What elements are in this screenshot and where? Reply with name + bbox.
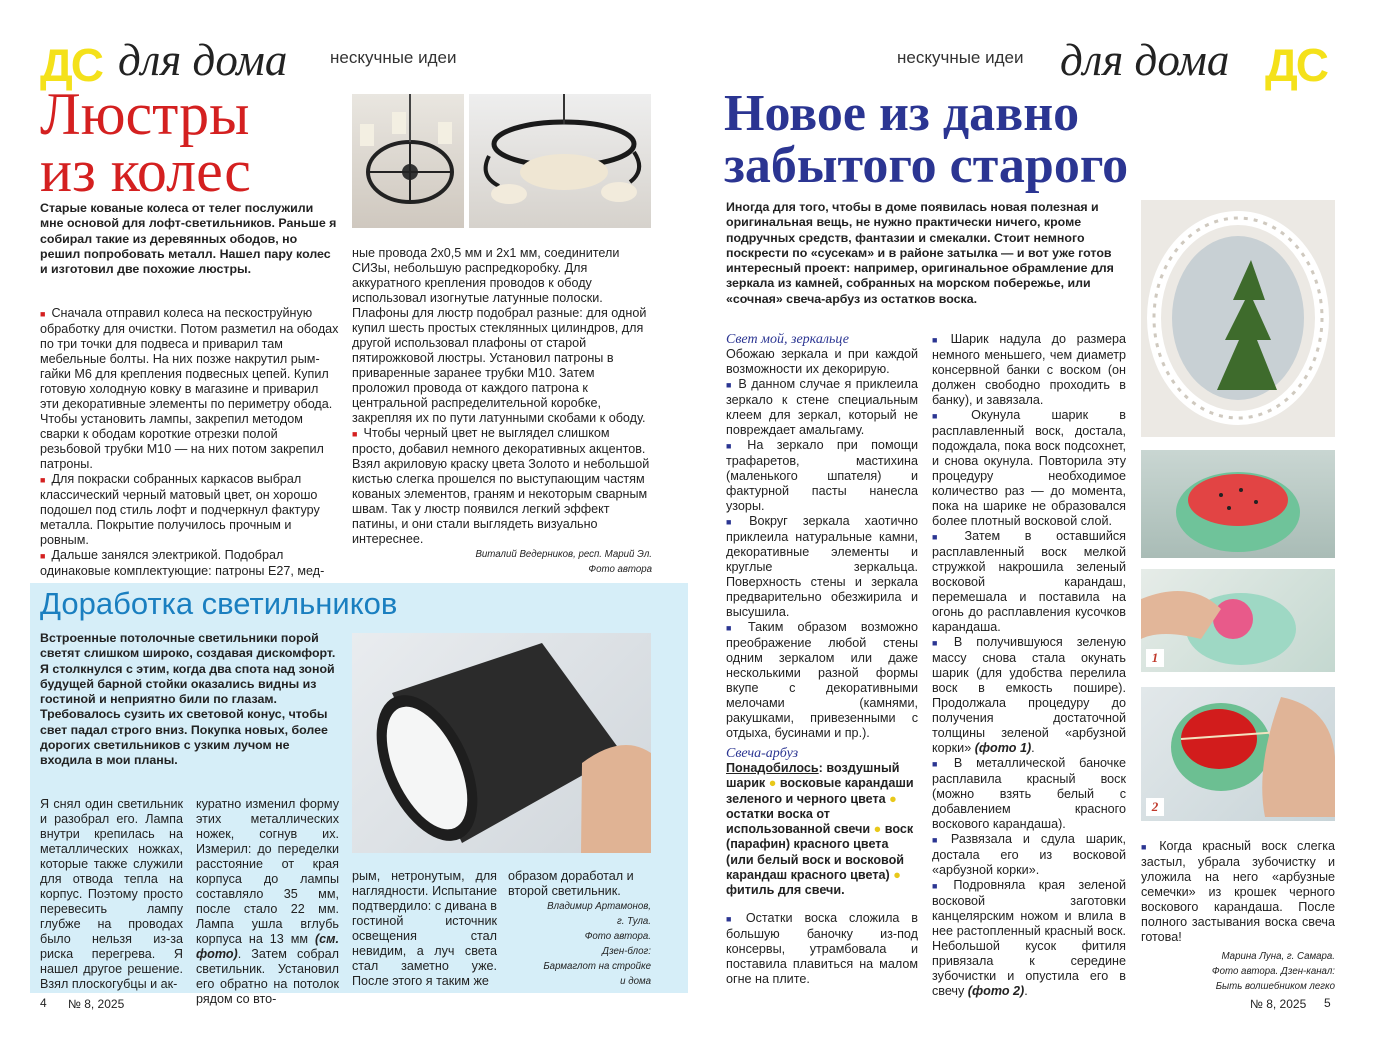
candle-s6: ■ Развязала и сдула шарик, достала его из восковой «арбузной корки».: [932, 832, 1126, 877]
article2-lead: Встроенные потолочные светильники порой светят слишком широко, создавая дискомфорт. Я столкнулся с этим, когда два спота над зоной будущей барной стойки оказались видны из гостиной и неприятно били по глазам. Требовалось сузить их световой конус, чтобы свет падал строго вниз. Покупка новых, более дорогих светильников с узким лучом не входила в мои планы.: [40, 631, 336, 768]
left-subrubric: нескучные идеи: [330, 48, 457, 67]
mirror-p3: ■ Вокруг зеркала хаотично приклеила натуральные камни, декоративные элементы и круглые зеркальца. Поверхность стены и зеркала предварительно обезжирила и высушила.: [726, 514, 918, 619]
article2-sig5: Бармаглот на стройке: [543, 961, 651, 972]
article1-col1: [40, 306, 340, 579]
article1-p1: ■ Сначала отправил колеса на пескоструйную обработку для очистки. Потом разметил на ободах по три точки для подвеса и приварил там мебельные болты. На них позже накрутил рым-гайки М6 для крепления подвесных цепей. Купил готовую холодную ковку в магазине и приварил эти декоративные элементы по периметру обода. Чтобы установить лампы, закрепил методом сварки к ободам короткие отрезки полой резьбовой трубки М10 — на них потом закрепил патроны.: [40, 306, 339, 471]
article1-lead: Старые кованые колеса от телег послужили мне основой для лофт-светильников. Раньше я собирал такие из деревянных ободов, но решил попробовать металл. Нашел пару колес и изготовил две похожие люстры.: [40, 201, 337, 277]
right-subrubric: нескучные идеи: [897, 48, 1024, 67]
article2-photo-ref: (см. фото): [196, 932, 339, 961]
photo-label-2: 2: [1146, 798, 1164, 816]
article2-col2: куратно изменил форму этих металлических ножек, согнув их. Измерил: до переделки расстояние от края корпуса до лампы составляло 35 мм, после стало 22 мм. Лампа ушла вглубь корпуса на 13 мм (см. фото). Затем собрал светильник. Установил его обратно на потолок рядом со вто-: [196, 797, 339, 1006]
article2-sig6: и дома: [620, 976, 651, 987]
article1-photo-credit: Фото автора: [588, 564, 652, 575]
chandelier-photo-1: [352, 94, 464, 228]
photo-label-1: 1: [1146, 649, 1164, 667]
right-logo: ДС: [1265, 39, 1327, 91]
left-logo: ДС: [40, 39, 102, 91]
article2-col1: Я снял один светильник и разобрал его. Лампа внутри крепилась на металлических ножках, которые также служили для отвода тепла на корпус. Поэтому просто перевесить лампу глубже на проводах было нельзя из-за риска перегрева. Я нашел другое решение. Взял плоскогубцы и ак-: [40, 797, 183, 991]
mirror-photo: [1141, 200, 1335, 437]
article2-sig2: г. Тула.: [616, 916, 651, 927]
article2-sig1: Владимир Артамонов,: [547, 901, 651, 912]
article1-p3: ■ Дальше занялся электрикой. Подобрал одинаковые комплектующие: патроны Е27, мед-: [40, 548, 325, 578]
article2-col4: [508, 869, 651, 989]
right-title-line2: забытого старого: [724, 137, 1129, 194]
article2-sig4: Дзен-блог:: [602, 946, 651, 957]
left-issue: № 8, 2025: [68, 997, 125, 1011]
candle-s3: ■ Затем в оставшийся расплавленный воск мелкой стружкой накрошила зеленый восковой карандаш, перемешала и поставила на огонь до расплавления кусочков карандаша.: [932, 529, 1126, 634]
article1-signature: Виталий Ведерников, респ. Марий Эл.: [475, 549, 652, 560]
right-title: [724, 85, 1129, 194]
mirror-intro: Обожаю зеркала и при каждой возможности их декорирую.: [726, 347, 918, 376]
article1-title: [40, 81, 251, 204]
lamp-photo: [352, 633, 651, 853]
candle-sig2: Фото автора. Дзен-канал:: [1211, 966, 1335, 977]
chandelier-photo-2: [469, 94, 651, 228]
article2-sig3: Фото автора.: [584, 931, 651, 942]
article1-title-line2: из колес: [40, 138, 251, 204]
mirror-heading: Свет мой, зеркальце: [726, 332, 849, 347]
candle-column: [726, 746, 918, 987]
candle-s1: ■ Шарик надула до размера немного меньшего, чем диаметр консервной банки с воском (он должен свободно проходить в банку), и завязала.: [932, 332, 1126, 407]
candle-s8: ■ Когда красный воск слегка застыл, убрала зубочистку и уложила на него «арбузные семечки» из крошек черного воскового карандаша. После полного застывания воска свеча готова!: [1141, 839, 1336, 944]
step1-photo: [1141, 569, 1335, 672]
mirror-p1: ■ В данном случае я приклеила зеркало к стене специальным клеем для зеркал, который не повреждает амальгаму.: [726, 377, 919, 437]
candle-s7: ■ Подровняла края зеленой восковой заготовки канцелярским ножом и влила в нее растопленный красный воск. Небольшой кусок фитиля привязала к середине зубочистки и опустила его в свечу (фото 2).: [932, 878, 1126, 998]
article1-p2: ■ Для покраски собранных каркасов выбрал классический черный матовый цвет, он хорошо подошел под стиль лофт и подчеркнул фактуру металла. Покрытие получилось прочным и ровным.: [40, 472, 320, 547]
left-page-number: 4: [40, 996, 47, 1010]
article2-title: Доработка светильников: [40, 586, 398, 621]
right-lead: Иногда для того, чтобы в доме появилась новая полезная и оригинальная вещь, не нужно практически ничего, кроме подручных средств, фантазии и смекалки. Стоит немного поскрести по «сусекам» и в районе затылка — и вот уже готов интересный проект: например, оригинальное обрамление для зеркала из камней, собранных на морском побережье, или «сочная» свеча-арбуз из остатков воска.: [726, 200, 1114, 306]
article1-col2: [352, 246, 652, 577]
right-issue: № 8, 2025: [1250, 997, 1307, 1011]
candle-sig1: Марина Луна, г. Самара.: [1221, 951, 1335, 962]
candle-final-column: [1141, 839, 1335, 994]
right-rubric: для дома: [1060, 35, 1230, 85]
left-rubric: для дома: [118, 35, 288, 85]
watermelon-candle-photo: [1141, 450, 1335, 558]
step2-photo: [1141, 687, 1335, 821]
candle-steps-column: [932, 332, 1126, 999]
right-title-line1: Новое из давно: [724, 85, 1080, 142]
article1-p4: ные провода 2х0,5 мм и 2х1 мм, соединители СИЗы, небольшую распредкоробку. Для аккуратного крепления проводов к ободу использовал изогнутые латунные полоски. Плафоны для люстр подобрал разные: для одной купил шесть простых стеклянных цилиндров, для другой использовал плафоны от старой пятирожковой люстры. Установил патроны в приваренные заранее трубки М10. Затем проложил провода от каждого патрона к центральной распределительной коробке, закрепляя их по пути латунными скобами к ободу.: [352, 246, 647, 425]
candle-s5: ■ В металлической баночке расплавила красный воск (можно взять белый с добавлением красного воскового карандаша).: [932, 756, 1126, 831]
mirror-p2: ■ На зеркало при помощи трафаретов, мастихина (маленького шпателя) и фактурной пасты нанесла узоры.: [726, 438, 918, 513]
article2-c4: образом доработал и второй светильник.: [508, 869, 634, 898]
right-page-number: 5: [1324, 996, 1331, 1010]
candle-p1: ■ Остатки воска сложила в большую баночку из-под консервы, утрамбовала и поставила плавиться на малом огне на плите.: [726, 910, 918, 986]
article2-col3: рым, нетронутым, для наглядности. Испытание подтвердило: с дивана в гостиной источник освещения стал невидим, а луч света стал заметно уже. После этого я таким же: [352, 869, 497, 988]
mirror-column: [726, 332, 918, 741]
mirror-p4: ■ Таким образом возможно преображение любой стены одним зеркалом или даже несколькими разной формы вкупе с декоративными мелочами (камнями, ракушками, привезенными с отдыха, бусинами и пр.).: [726, 620, 918, 740]
candle-needed: Понадобилось: воздушный шарик ● восковые карандаши зеленого и черного цвета ● остатки воска от использованной свечи ● воск (парафин) красного цвета (или белый воск и восковой карандаш красного цвета) ● фитиль для свечи.: [726, 761, 914, 898]
candle-heading: Свеча-арбуз: [726, 746, 799, 761]
candle-s4: ■ В получившуюся зеленую массу снова стала окунать шарик (для удобства перелила воск в емкость пошире). Продолжала процедуру до получения достаточной толщины зеленой «арбузной корки» (фото 1).: [932, 635, 1126, 755]
candle-s2: ■ Окунула шарик в расплавленный воск, достала, подождала, пока воск подсохнет, и снова окунула. Повторила эту процедуру необходимое количество раз — до момента, пока на шарике не образовался более плотный восковой слой.: [932, 408, 1126, 528]
candle-sig3: Быть волшебником легко: [1215, 981, 1335, 992]
article1-title-line1: Люстры: [40, 81, 250, 147]
article1-p5: ■ Чтобы черный цвет не выглядел слишком просто, добавил немного декоративных акцентов. Взял акриловую краску цвета Золото и небольшой кистью слегка прошелся по выступающим частям кованых элементов, граням и некоторым сварным швам. Так у люстр появился легкий эффект патины, и они стали выглядеть визуально интереснее.: [352, 426, 650, 546]
